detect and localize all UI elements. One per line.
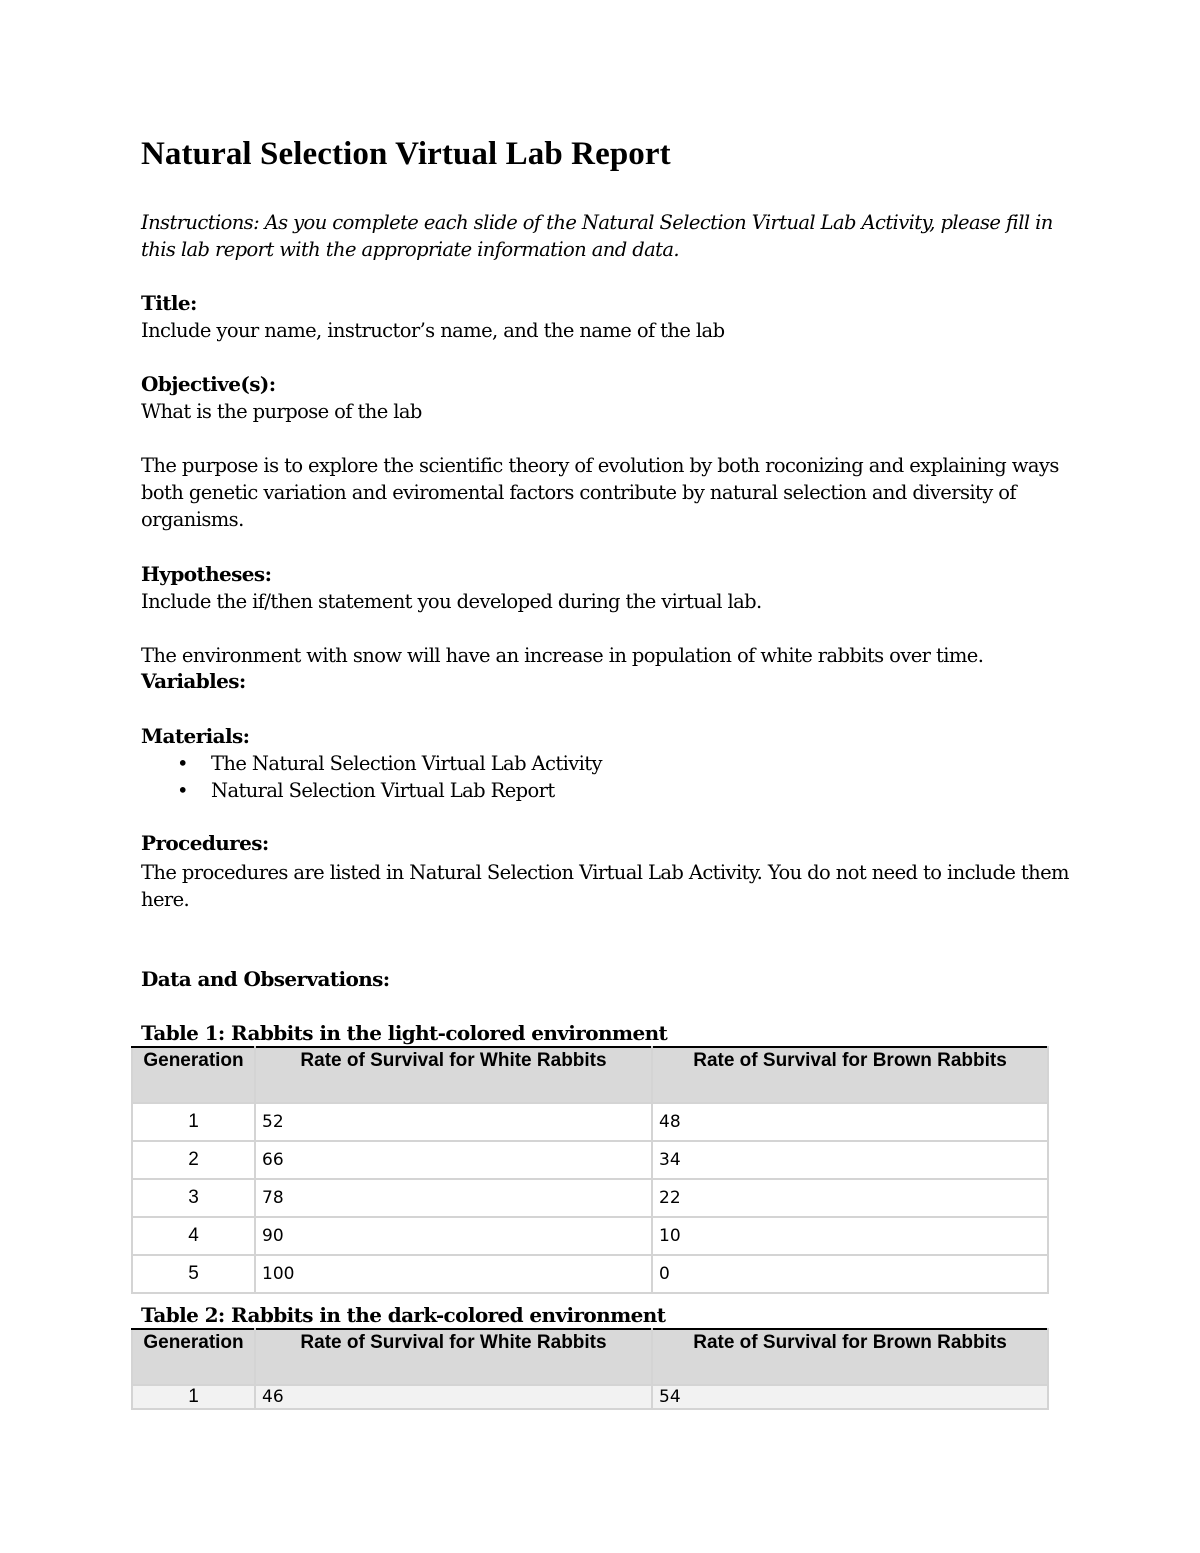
data-heading: Data and Observations: (141, 967, 390, 991)
page-title: Natural Selection Virtual Lab Report (141, 136, 671, 172)
table1 (131, 1046, 1049, 1294)
white-survival-cell: 90 (255, 1217, 652, 1255)
brown-survival-cell: 22 (652, 1179, 1048, 1217)
procedures-heading: Procedures: (141, 831, 269, 855)
column-header-white: Rate of Survival for White Rabbits (255, 1047, 652, 1103)
list-item (141, 750, 1071, 777)
generation-cell: 1 (132, 1103, 255, 1141)
materials-heading: Materials: (141, 724, 250, 748)
column-header-brown: Rate of Survival for Brown Rabbits (652, 1047, 1048, 1103)
table-row (132, 1255, 1048, 1293)
title-text: Include your name, instructor’s name, and the name of the lab (141, 319, 725, 342)
white-survival-cell: 78 (255, 1179, 652, 1217)
table-row (132, 1385, 1048, 1409)
objectives-heading: Objective(s): (141, 372, 276, 396)
materials-list (141, 750, 1071, 804)
column-header-generation: Generation (132, 1329, 255, 1385)
generation-cell: 3 (132, 1179, 255, 1217)
generation-cell: 2 (132, 1141, 255, 1179)
instructions-text: Instructions: As you complete each slide of the Natural Selection Virtual Lab Activity, please fill in this lab report with the appropriate information and data. (141, 211, 1053, 261)
table-row (132, 1103, 1048, 1141)
generation-cell: 4 (132, 1217, 255, 1255)
table1-caption: Table 1: Rabbits in the light-colored environment (141, 1021, 668, 1045)
hypotheses-answer: The environment with snow will have an increase in population of white rabbits over time. (141, 644, 984, 667)
variables-heading: Variables: (141, 669, 246, 693)
brown-survival-cell: 10 (652, 1217, 1048, 1255)
generation-cell: 1 (132, 1385, 255, 1409)
objectives-prompt: What is the purpose of the lab (141, 400, 422, 423)
brown-survival-cell: 54 (652, 1385, 1048, 1409)
generation-cell: 5 (132, 1255, 255, 1293)
table-row (132, 1179, 1048, 1217)
bullet-icon: • (177, 752, 188, 775)
table-header-row (132, 1047, 1048, 1103)
column-header-brown: Rate of Survival for Brown Rabbits (652, 1329, 1048, 1385)
material-item-label: Natural Selection Virtual Lab Report (211, 779, 555, 802)
white-survival-cell: 100 (255, 1255, 652, 1293)
brown-survival-cell: 34 (652, 1141, 1048, 1179)
white-survival-cell: 46 (255, 1385, 652, 1409)
brown-survival-cell: 48 (652, 1103, 1048, 1141)
list-item (141, 777, 1071, 804)
white-survival-cell: 52 (255, 1103, 652, 1141)
material-item-label: The Natural Selection Virtual Lab Activity (211, 752, 602, 775)
title-heading: Title: (141, 291, 197, 315)
procedures-text: The procedures are listed in Natural Selection Virtual Lab Activity. You do not need to include them here. (141, 861, 1069, 911)
table2-caption: Table 2: Rabbits in the dark-colored environment (141, 1303, 666, 1327)
bullet-icon: • (177, 779, 188, 802)
table-header-row (132, 1329, 1048, 1385)
white-survival-cell: 66 (255, 1141, 652, 1179)
column-header-generation: Generation (132, 1047, 255, 1103)
brown-survival-cell: 0 (652, 1255, 1048, 1293)
hypotheses-prompt: Include the if/then statement you developed during the virtual lab. (141, 590, 762, 613)
column-header-white: Rate of Survival for White Rabbits (255, 1329, 652, 1385)
table-row (132, 1217, 1048, 1255)
hypotheses-heading: Hypotheses: (141, 562, 272, 586)
objectives-answer: The purpose is to explore the scientific theory of evolution by both roconizing and explaining ways both genetic variation and eviromental factors contribute by natural selection and diversity of organisms. (141, 454, 1059, 531)
table2 (131, 1328, 1049, 1410)
table-row (132, 1141, 1048, 1179)
